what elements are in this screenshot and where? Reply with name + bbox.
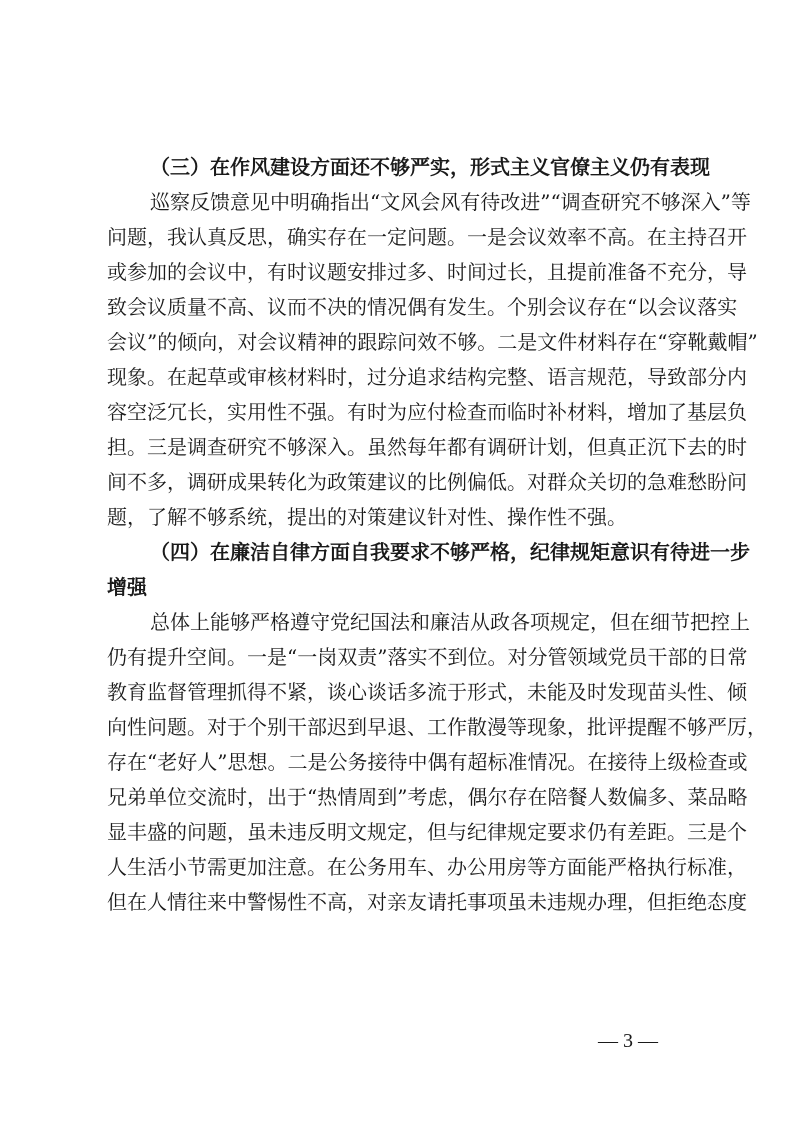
text-line: 担。三是调查研究不够深入。虽然每年都有调研计划，但真正沉下去的时 — [107, 435, 747, 459]
text-line: 间不多，调研成果转化为政策建议的比例偏低。对群众关切的急难愁盼问 — [107, 470, 747, 494]
text-line: 教育监督管理抓得不紧，谈心谈话多流于形式，未能及时发现苗头性、倾 — [107, 680, 747, 704]
text-line: 人生活小节需更加注意。在公务用车、办公用房等方面能严格执行标准， — [107, 855, 747, 879]
document-body — [107, 150, 767, 920]
text-line: 增强 — [107, 575, 147, 599]
text-line: 仍有提升空间。一是“一岗双责”落实不到位。对分管领域党员干部的日常 — [107, 645, 748, 669]
section-heading — [107, 535, 750, 605]
text-line: 题，了解不够系统，提出的对策建议针对性、操作性不强。 — [107, 505, 627, 529]
paragraph — [107, 185, 758, 535]
text-line: （四）在廉洁自律方面自我要求不够严格，纪律规矩意识有待进一步 — [150, 540, 750, 564]
text-line: 向性问题。对于个别干部迟到早退、工作散漫等现象，批评提醒不够严厉， — [107, 715, 767, 739]
text-line: 但在人情往来中警惕性不高，对亲友请托事项虽未违规办理，但拒绝态度 — [107, 890, 747, 914]
text-line: 致会议质量不高、议而不决的情况偶有发生。个别会议存在“以会议落实 — [107, 295, 738, 319]
text-line: （三）在作风建设方面还不够严实，形式主义官僚主义仍有表现 — [150, 155, 710, 179]
text-line: 现象。在起草或审核材料时，过分追求结构完整、语言规范，导致部分内 — [107, 365, 747, 389]
text-line: 问题，我认真反思，确实存在一定问题。一是会议效率不高。在主持召开 — [107, 225, 747, 249]
text-line: 会议”的倾向，对会议精神的跟踪问效不够。二是文件材料存在“穿靴戴帽” — [107, 330, 758, 354]
paragraph — [107, 605, 767, 920]
text-line: 巡察反馈意见中明确指出“文风会风有待改进”“调查研究不够深入”等 — [150, 190, 751, 214]
text-line: 显丰盛的问题，虽未违反明文规定，但与纪律规定要求仍有差距。三是个 — [107, 820, 747, 844]
text-line: 存在“老好人”思想。二是公务接待中偶有超标准情况。在接待上级检查或 — [107, 750, 748, 774]
text-line: 或参加的会议中，有时议题安排过多、时间过长，且提前准备不充分，导 — [107, 260, 747, 284]
section-heading — [107, 150, 710, 185]
text-line: 容空泛冗长，实用性不强。有时为应付检查而临时补材料，增加了基层负 — [107, 400, 747, 424]
text-line: 总体上能够严格遵守党纪国法和廉洁从政各项规定，但在细节把控上 — [150, 610, 750, 634]
page-number: — 3 — — [598, 1030, 658, 1052]
text-line: 兄弟单位交流时，出于“热情周到”考虑，偶尔存在陪餐人数偏多、菜品略 — [107, 785, 748, 809]
